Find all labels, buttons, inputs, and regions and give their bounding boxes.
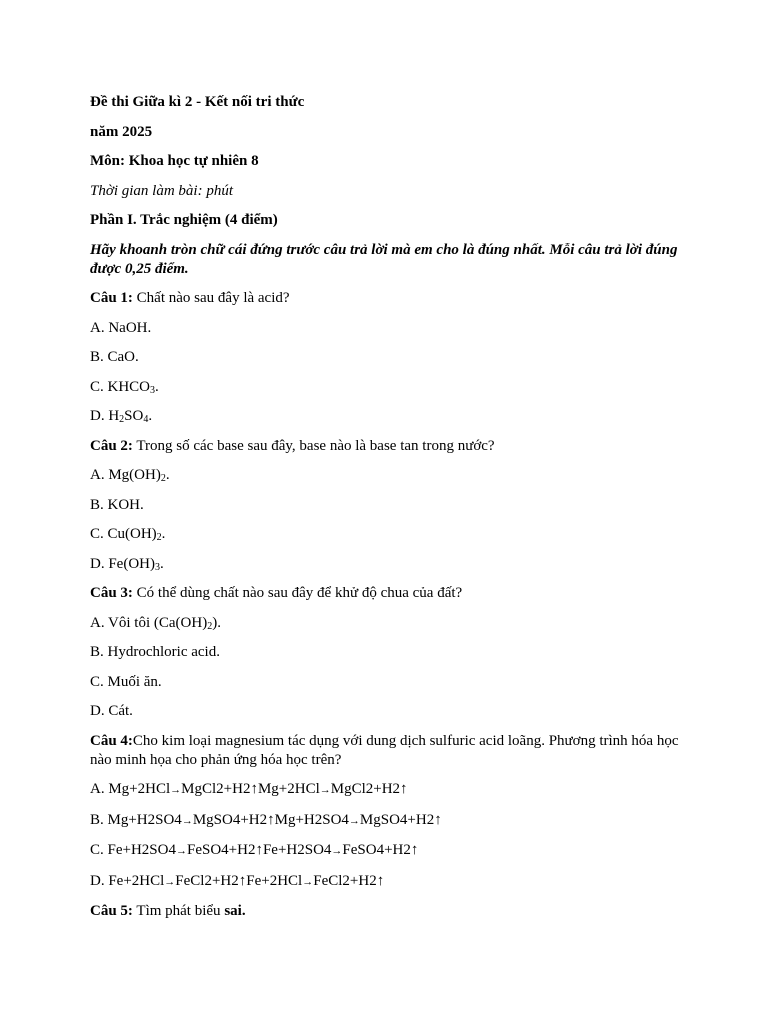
question-label: Câu 2: [90,437,133,454]
q4-option-b [90,811,680,831]
section-instruction: Hãy khoanh tròn chữ cái đứng trước câu trả lời mà em cho là đúng nhất. Mỗi câu trả lời đúng được 0,25 điểm. [90,241,678,277]
q2-option-b: B. KOH. [90,496,144,513]
subscript: 4 [143,414,149,425]
question-2 [90,437,680,456]
section-title: Phần I. Trắc nghiệm (4 điểm) [90,212,278,228]
equation-right: MgSO4+H2↑ [359,811,442,828]
q4-option-c [90,841,680,861]
option-text: D. H [90,408,120,424]
option-text: C. KHCO [90,378,151,395]
q1-option-b: B. CaO. [90,349,139,365]
q3-option-c: C. Muối ăn. [90,673,162,690]
question-3 [90,584,680,603]
option-text: SO [124,408,144,424]
subscript: 2 [207,620,213,632]
exam-time: Thời gian làm bài: phút [90,182,234,199]
document-page [90,93,680,932]
reaction-arrow: → [319,784,331,796]
question-text: Tìm phát biểu [132,903,225,919]
question-label: Câu 4: [90,732,133,749]
option-text: A. Vôi tôi (Ca(OH) [90,614,208,631]
question-1 [90,289,680,308]
option-text: D. Fe(OH) [90,555,155,572]
reaction-arrow: → [164,875,176,888]
reaction-arrow: → [170,784,182,796]
option-text: . [155,378,159,395]
question-label: Câu 1: [90,290,133,306]
question-label: Câu 5: [90,903,133,919]
subscript: 2 [160,473,166,484]
equation-left: B. Mg+H2SO4 [90,811,182,828]
subscript: 3 [150,384,156,396]
equation-right: MgSO4+H2↑Mg+H2SO4 [192,811,349,828]
option-text: C. Cu(OH) [90,526,157,542]
reaction-arrow: → [181,814,193,827]
question-4 [90,732,680,770]
question-text: Trong số các base sau đây, base nào là base tan trong nước? [132,437,495,454]
reaction-arrow: → [175,845,187,857]
question-text: Có thể dùng chất nào sau đây để khử độ chua của đất? [132,585,463,601]
q3-option-b: B. Hydrochloric acid. [90,644,220,660]
q4-option-d [90,872,680,892]
question-5 [90,902,680,921]
exam-year: năm 2025 [90,123,153,140]
q4-option-a [90,780,680,800]
equation-left: C. Fe+H2SO4 [90,842,176,858]
equation-right: FeSO4+H2↑Fe+H2SO4 [186,842,332,858]
q3-option-a [90,614,680,633]
equation-right: FeCl2+H2↑ [313,872,385,889]
q1-option-a: A. NaOH. [90,319,152,336]
question-text: Chất nào sau đây là acid? [132,290,290,306]
q3-option-d: D. Cát. [90,703,133,719]
option-text: . [161,526,166,542]
reaction-arrow: → [348,814,360,827]
exam-title: Đề thi Giữa kì 2 - Kết nối tri thức [90,94,305,110]
q2-option-c [90,525,680,544]
equation-right: FeCl2+H2↑Fe+2HCl [175,872,303,889]
equation-right: FeSO4+H2↑ [342,842,419,858]
option-text: . [160,555,164,572]
equation-left: D. Fe+2HCl [90,872,165,889]
reaction-arrow: → [302,875,314,888]
option-text: A. Mg(OH) [90,467,161,483]
subscript: 2 [119,414,125,425]
equation-right: MgCl2+H2↑ [330,781,408,797]
equation-left: A. Mg+2HCl [90,781,171,797]
question-text: Cho kim loại magnesium tác dụng với dung dịch sulfuric acid loãng. Phương trình hóa học nào minh họa cho phản ứng hóa học trên? [90,732,679,768]
q2-option-a [90,466,680,485]
q1-option-d [90,407,680,426]
option-text: ). [212,614,221,631]
option-text: . [165,467,170,483]
reaction-arrow: → [331,845,343,857]
question-emphasis: sai. [224,903,246,919]
equation-right: MgCl2+H2↑Mg+2HCl [181,781,320,797]
exam-subject: Môn: Khoa học tự nhiên 8 [90,153,259,169]
q1-option-c [90,378,680,397]
subscript: 3 [155,561,160,573]
option-text: . [148,408,153,424]
q2-option-d [90,555,680,574]
subscript: 2 [156,532,162,543]
question-label: Câu 3: [90,585,133,601]
